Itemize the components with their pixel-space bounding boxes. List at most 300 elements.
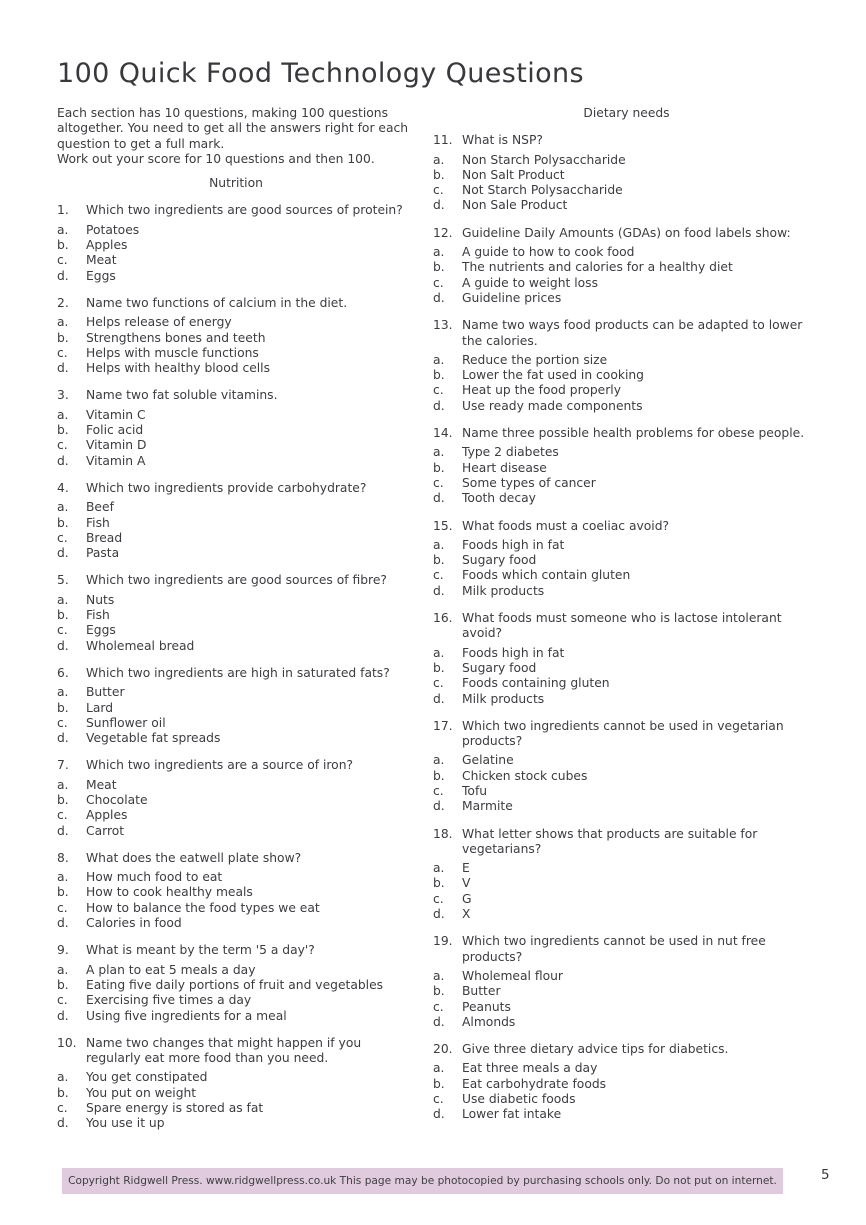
option-letter: c.: [433, 475, 444, 490]
option-text: Non Starch Polysaccharide: [462, 152, 626, 167]
option-item: [433, 461, 820, 476]
option-item: [433, 892, 820, 907]
option-letter: d.: [433, 907, 445, 922]
option-item: [57, 901, 415, 916]
option-letter: a.: [57, 315, 69, 330]
option-letter: a.: [433, 861, 445, 876]
option-item: [57, 546, 415, 561]
option-item: [57, 253, 415, 268]
option-list: [433, 153, 820, 214]
option-letter: a.: [433, 245, 445, 260]
option-letter: a.: [433, 537, 445, 552]
question-number: 9.: [57, 943, 69, 958]
question-row: [433, 934, 820, 965]
option-list: [57, 315, 415, 376]
option-text: Apples: [86, 808, 128, 823]
option-letter: d.: [433, 799, 445, 814]
option-item: [57, 531, 415, 546]
option-item: [57, 1101, 415, 1116]
option-item: [57, 639, 415, 654]
question-item: [57, 481, 415, 561]
question-row: [57, 203, 415, 218]
question-row: [433, 719, 820, 750]
option-letter: b.: [57, 608, 69, 623]
question-text: Which two ingredients are good sources of protein?: [86, 203, 403, 218]
option-item: [57, 361, 415, 376]
option-item: [433, 876, 820, 891]
question-text: Which two ingredients are good sources of fibre?: [86, 573, 387, 588]
option-list: [57, 778, 415, 839]
option-list: [57, 685, 415, 746]
option-list: [433, 753, 820, 814]
option-letter: c.: [433, 783, 444, 798]
option-item: [433, 276, 820, 291]
option-text: Butter: [462, 984, 501, 999]
option-letter: a.: [433, 753, 445, 768]
option-letter: a.: [57, 777, 69, 792]
option-text: Helps with healthy blood cells: [86, 361, 271, 376]
option-item: [433, 861, 820, 876]
option-item: [57, 808, 415, 823]
question-text: Name two functions of calcium in the diet.: [86, 295, 348, 310]
option-item: [433, 353, 820, 368]
option-item: [433, 383, 820, 398]
option-letter: b.: [433, 553, 445, 568]
option-letter: c.: [57, 1101, 68, 1116]
option-letter: b.: [57, 885, 69, 900]
option-text: Exercising five times a day: [86, 993, 252, 1008]
question-number: 5.: [57, 573, 69, 588]
question-item: [433, 934, 820, 1030]
question-item: [433, 426, 820, 506]
option-text: Bread: [86, 530, 123, 545]
question-number: 11.: [433, 133, 453, 148]
option-text: Heat up the food properly: [462, 383, 622, 398]
question-number: 15.: [433, 518, 453, 533]
option-item: [57, 438, 415, 453]
option-item: [433, 584, 820, 599]
option-text: Lower fat intake: [462, 1107, 562, 1122]
option-list: [57, 408, 415, 469]
option-letter: d.: [433, 290, 445, 305]
option-letter: c.: [433, 891, 444, 906]
option-item: [433, 646, 820, 661]
option-text: Butter: [86, 685, 125, 700]
option-item: [433, 661, 820, 676]
page-title: 100 Quick Food Technology Questions: [57, 58, 585, 90]
option-text: Strengthens bones and teeth: [86, 330, 266, 345]
option-item: [433, 553, 820, 568]
option-item: [433, 1015, 820, 1030]
option-item: [433, 784, 820, 799]
option-text: A plan to eat 5 meals a day: [86, 962, 256, 977]
question-item: [433, 611, 820, 707]
question-row: [57, 296, 415, 311]
question-item: [57, 758, 415, 838]
option-item: [433, 183, 820, 198]
option-text: Almonds: [462, 1014, 516, 1029]
question-row: [433, 827, 820, 858]
option-text: Peanuts: [462, 999, 511, 1014]
option-letter: d.: [57, 916, 69, 931]
option-text: Meat: [86, 777, 117, 792]
option-letter: c.: [433, 383, 444, 398]
option-text: Milk products: [462, 691, 545, 706]
option-item: [57, 1070, 415, 1085]
option-letter: d.: [57, 453, 69, 468]
question-text: What is meant by the term '5 a day'?: [86, 943, 315, 958]
intro-paragraph-2: Work out your score for 10 questions and then 100.: [57, 151, 375, 166]
option-text: Potatoes: [86, 222, 140, 237]
option-text: Use ready made components: [462, 398, 643, 413]
option-letter: d.: [433, 198, 445, 213]
option-text: Foods high in fat: [462, 537, 565, 552]
option-text: Reduce the portion size: [462, 352, 608, 367]
option-text: Sunflower oil: [86, 715, 166, 730]
option-item: [433, 445, 820, 460]
question-text: Name two changes that might happen if you regularly eat more food than you need.: [86, 1035, 362, 1066]
question-number: 14.: [433, 426, 453, 441]
option-text: You use it up: [86, 1116, 165, 1131]
option-text: Sugary food: [462, 553, 537, 568]
option-text: Folic acid: [86, 423, 144, 438]
option-text: Foods high in fat: [462, 645, 565, 660]
option-letter: c.: [433, 568, 444, 583]
option-text: You get constipated: [86, 1070, 208, 1085]
option-list: [433, 646, 820, 707]
option-item: [433, 538, 820, 553]
question-row: [57, 573, 415, 588]
question-number: 12.: [433, 225, 453, 240]
option-list: [433, 969, 820, 1030]
question-item: [57, 573, 415, 653]
option-letter: d.: [433, 491, 445, 506]
option-letter: a.: [57, 407, 69, 422]
section-heading-nutrition: Nutrition: [209, 176, 263, 191]
option-text: Helps release of energy: [86, 315, 232, 330]
option-letter: a.: [433, 968, 445, 983]
question-number: 17.: [433, 718, 453, 733]
question-text: What foods must someone who is lactose intolerant avoid?: [462, 611, 782, 641]
question-row: [57, 943, 415, 958]
question-item: [433, 226, 820, 306]
option-letter: b.: [57, 330, 69, 345]
question-number: 6.: [57, 665, 69, 680]
option-item: [433, 291, 820, 306]
question-item: [433, 719, 820, 815]
option-letter: c.: [433, 999, 444, 1014]
content-columns: [57, 106, 820, 1132]
question-row: [57, 758, 415, 773]
question-text: What is NSP?: [462, 133, 543, 148]
intro-paragraph-1: Each section has 10 questions, making 100 questions altogether. You need to get all the answers right for each question to get a full mark.: [57, 106, 409, 151]
option-text: Not Starch Polysaccharide: [462, 183, 623, 198]
option-letter: b.: [57, 238, 69, 253]
question-row: [433, 519, 820, 534]
option-text: Vitamin A: [86, 453, 146, 468]
question-text: Give three dietary advice tips for diabetics.: [462, 1042, 729, 1057]
option-text: V: [462, 876, 471, 891]
question-row: [57, 1036, 415, 1067]
question-item: [433, 827, 820, 923]
option-text: Lower the fat used in cooking: [462, 368, 644, 383]
option-text: Marmite: [462, 799, 513, 814]
option-item: [57, 346, 415, 361]
option-list: [433, 245, 820, 306]
question-item: [433, 1042, 820, 1122]
option-item: [433, 969, 820, 984]
option-letter: c.: [57, 345, 68, 360]
option-item: [57, 778, 415, 793]
option-text: A guide to weight loss: [462, 275, 598, 290]
option-text: How to cook healthy meals: [86, 885, 253, 900]
option-letter: c.: [57, 900, 68, 915]
option-letter: a.: [57, 870, 69, 885]
option-text: Sugary food: [462, 660, 537, 675]
question-text: Which two ingredients cannot be used in nut free products?: [462, 934, 766, 964]
question-list-dietary-needs: [433, 133, 820, 1122]
question-text: Which two ingredients are high in saturated fats?: [86, 665, 390, 680]
option-letter: a.: [57, 222, 69, 237]
option-list: [433, 861, 820, 922]
option-item: [433, 799, 820, 814]
option-item: [433, 676, 820, 691]
question-number: 20.: [433, 1042, 453, 1057]
option-item: [433, 153, 820, 168]
option-list: [57, 593, 415, 654]
option-text: Vitamin C: [86, 407, 146, 422]
option-letter: b.: [433, 660, 445, 675]
question-number: 13.: [433, 318, 453, 333]
option-letter: a.: [433, 152, 445, 167]
option-text: Tofu: [462, 783, 488, 798]
option-letter: c.: [433, 1092, 444, 1107]
option-letter: a.: [57, 500, 69, 515]
option-letter: d.: [433, 691, 445, 706]
option-letter: c.: [433, 676, 444, 691]
option-item: [57, 1116, 415, 1131]
option-text: Carrot: [86, 823, 125, 838]
question-row: [57, 388, 415, 403]
option-text: Non Sale Product: [462, 198, 568, 213]
option-letter: b.: [57, 700, 69, 715]
question-number: 19.: [433, 934, 453, 949]
option-text: Non Salt Product: [462, 167, 565, 182]
option-letter: a.: [433, 352, 445, 367]
option-text: Lard: [86, 700, 114, 715]
question-text: Which two ingredients cannot be used in vegetarian products?: [462, 718, 784, 749]
option-letter: d.: [57, 823, 69, 838]
option-item: [57, 1086, 415, 1101]
option-letter: a.: [433, 1061, 445, 1076]
option-letter: b.: [57, 977, 69, 992]
option-item: [433, 491, 820, 506]
question-item: [57, 943, 415, 1023]
question-text: Which two ingredients are a source of iron?: [86, 758, 354, 773]
question-number: 3.: [57, 388, 69, 403]
option-text: Pasta: [86, 546, 120, 561]
option-list: [57, 500, 415, 561]
option-item: [57, 824, 415, 839]
option-text: Meat: [86, 253, 117, 268]
option-list: [433, 445, 820, 506]
option-item: [433, 168, 820, 183]
option-item: [57, 223, 415, 238]
question-number: 18.: [433, 826, 453, 841]
option-text: Beef: [86, 500, 114, 515]
option-text: Guideline prices: [462, 290, 562, 305]
option-item: [433, 198, 820, 213]
option-list: [433, 353, 820, 414]
option-item: [57, 454, 415, 469]
option-text: Milk products: [462, 583, 545, 598]
option-list: [57, 1070, 415, 1131]
intro-block: [57, 106, 415, 167]
option-text: Fish: [86, 515, 110, 530]
option-text: Helps with muscle functions: [86, 345, 259, 360]
option-item: [57, 885, 415, 900]
option-item: [433, 769, 820, 784]
option-item: [433, 476, 820, 491]
question-row: [433, 133, 820, 148]
option-text: How much food to eat: [86, 870, 223, 885]
option-item: [57, 731, 415, 746]
question-row: [57, 481, 415, 496]
option-item: [57, 608, 415, 623]
option-item: [57, 331, 415, 346]
question-item: [57, 1036, 415, 1132]
question-number: 7.: [57, 758, 69, 773]
option-letter: b.: [433, 167, 445, 182]
question-row: [433, 611, 820, 642]
question-text: What does the eatwell plate show?: [86, 850, 302, 865]
question-text: Guideline Daily Amounts (GDAs) on food labels show:: [462, 225, 791, 240]
option-item: [57, 269, 415, 284]
option-letter: b.: [57, 423, 69, 438]
option-item: [57, 623, 415, 638]
option-text: The nutrients and calories for a healthy diet: [462, 260, 733, 275]
question-row: [57, 666, 415, 681]
option-item: [433, 753, 820, 768]
option-letter: a.: [433, 645, 445, 660]
option-item: [433, 1077, 820, 1092]
question-item: [57, 851, 415, 931]
option-text: Chocolate: [86, 792, 148, 807]
option-letter: b.: [433, 876, 445, 891]
option-text: Tooth decay: [462, 491, 536, 506]
option-list: [57, 223, 415, 284]
option-text: G: [462, 891, 472, 906]
option-letter: b.: [433, 260, 445, 275]
question-item: [57, 203, 415, 283]
page-number: 5: [821, 1167, 830, 1183]
option-letter: c.: [433, 275, 444, 290]
option-letter: d.: [57, 1116, 69, 1131]
option-letter: c.: [57, 808, 68, 823]
option-letter: a.: [57, 685, 69, 700]
question-text: Which two ingredients provide carbohydrate?: [86, 480, 367, 495]
option-letter: d.: [433, 583, 445, 598]
question-row: [433, 318, 820, 349]
option-item: [57, 1009, 415, 1024]
option-text: Use diabetic foods: [462, 1092, 576, 1107]
option-item: [433, 368, 820, 383]
option-letter: b.: [433, 460, 445, 475]
option-letter: a.: [57, 592, 69, 607]
option-item: [433, 1000, 820, 1015]
option-letter: c.: [57, 438, 68, 453]
option-text: Eating five daily portions of fruit and vegetables: [86, 977, 384, 992]
question-row: [57, 851, 415, 866]
option-text: Using five ingredients for a meal: [86, 1008, 287, 1023]
option-item: [433, 245, 820, 260]
option-list: [57, 963, 415, 1024]
option-item: [433, 984, 820, 999]
option-letter: b.: [57, 792, 69, 807]
option-item: [57, 916, 415, 931]
option-text: Chicken stock cubes: [462, 768, 588, 783]
question-item: [433, 318, 820, 414]
option-text: Fish: [86, 608, 110, 623]
option-letter: d.: [57, 638, 69, 653]
option-text: How to balance the food types we eat: [86, 900, 320, 915]
question-text: Name two ways food products can be adapted to lower the calories.: [462, 318, 803, 348]
question-item: [433, 133, 820, 213]
option-item: [57, 993, 415, 1008]
option-text: Heart disease: [462, 460, 547, 475]
left-column: [57, 106, 415, 1132]
question-text: Name three possible health problems for obese people.: [462, 426, 805, 441]
option-item: [433, 1092, 820, 1107]
option-letter: c.: [433, 183, 444, 198]
option-letter: c.: [57, 715, 68, 730]
option-item: [57, 685, 415, 700]
option-text: Wholemeal bread: [86, 638, 195, 653]
question-text: What foods must a coeliac avoid?: [462, 518, 670, 533]
question-number: 8.: [57, 850, 69, 865]
option-letter: b.: [433, 368, 445, 383]
option-letter: d.: [57, 361, 69, 376]
question-number: 10.: [57, 1035, 77, 1050]
option-item: [433, 399, 820, 414]
option-item: [57, 793, 415, 808]
option-item: [57, 516, 415, 531]
option-letter: c.: [57, 530, 68, 545]
question-row: [433, 426, 820, 441]
option-text: Eggs: [86, 268, 116, 283]
option-list: [57, 870, 415, 931]
option-text: Foods containing gluten: [462, 676, 610, 691]
section-heading-dietary-needs: Dietary needs: [583, 106, 670, 120]
option-item: [57, 978, 415, 993]
option-item: [57, 500, 415, 515]
option-item: [433, 692, 820, 707]
option-letter: c.: [57, 253, 68, 268]
option-item: [57, 315, 415, 330]
option-letter: b.: [433, 984, 445, 999]
option-item: [57, 870, 415, 885]
option-text: Vegetable fat spreads: [86, 731, 221, 746]
option-text: Gelatine: [462, 753, 514, 768]
option-letter: d.: [433, 1014, 445, 1029]
option-letter: d.: [57, 731, 69, 746]
question-item: [57, 388, 415, 468]
question-row: [433, 226, 820, 241]
option-letter: d.: [57, 268, 69, 283]
option-item: [57, 716, 415, 731]
option-item: [57, 701, 415, 716]
option-text: Eggs: [86, 623, 116, 638]
